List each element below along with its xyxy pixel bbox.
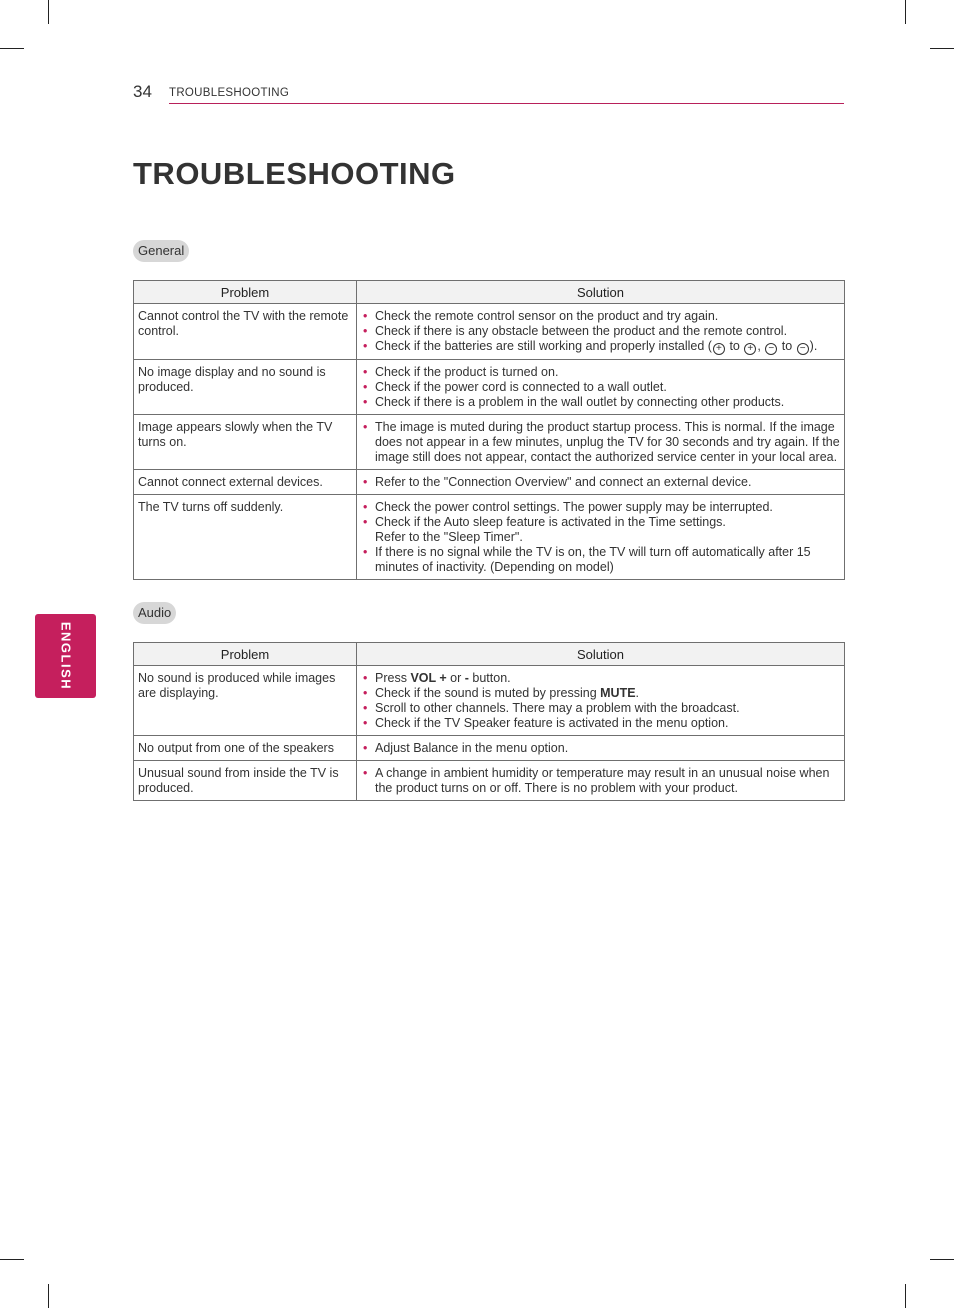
column-header-solution: Solution [357, 643, 845, 666]
solution-list [357, 766, 841, 796]
table-row [134, 666, 845, 736]
table-row [134, 761, 845, 801]
solution-item-mute [357, 686, 841, 701]
header-rule [169, 103, 844, 104]
solution-list [357, 741, 841, 756]
solution-list [357, 420, 841, 465]
crop-mark [905, 1284, 906, 1308]
solution-item-volume [357, 671, 841, 686]
column-header-problem: Problem [134, 643, 357, 666]
crop-mark [930, 48, 954, 49]
problem-cell: Image appears slowly when the TV turns on. [134, 415, 357, 470]
solution-item: • Check if the TV Speaker feature is activated in the menu option. [357, 716, 841, 731]
language-tab-label: ENGLISH [58, 621, 74, 691]
solution-cell [357, 736, 845, 761]
to-text: to [778, 339, 796, 353]
section-label-audio: Audio [133, 602, 176, 624]
solution-list [357, 309, 841, 355]
comma-text: , [757, 339, 765, 353]
general-table [133, 280, 845, 580]
crop-mark [48, 1284, 49, 1308]
solution-cell [357, 304, 845, 360]
or-text: or [446, 671, 465, 685]
language-tab [35, 614, 96, 698]
solution-item: • Check if there is any obstacle between the product and the remote control. [357, 324, 841, 339]
table-row [134, 470, 845, 495]
problem-cell: The TV turns off suddenly. [134, 495, 357, 580]
solution-item: • Check if there is a problem in the wall outlet by connecting other products. [357, 395, 841, 410]
problem-cell: Unusual sound from inside the TV is produced. [134, 761, 357, 801]
solution-list [357, 500, 841, 575]
solution-cell [357, 666, 845, 736]
crop-mark [905, 0, 906, 24]
solution-item [357, 515, 841, 545]
mute-check-text: Check if the sound is muted by pressing [375, 686, 601, 700]
solution-cell [357, 360, 845, 415]
page-title: TROUBLESHOOTING [133, 156, 456, 191]
plus-circle-icon: + [744, 343, 756, 355]
plus-circle-icon: + [713, 343, 725, 355]
to-text: to [725, 339, 744, 353]
solution-item: • Check if the product is turned on. [357, 365, 841, 380]
solution-cell [357, 415, 845, 470]
table-header-row [134, 281, 845, 304]
problem-cell: Cannot control the TV with the remote control. [134, 304, 357, 360]
solution-item: • Check the remote control sensor on the product and try again. [357, 309, 841, 324]
crop-mark [0, 1259, 24, 1260]
solution-list [357, 365, 841, 410]
solution-item: • A change in ambient humidity or temperature may result in an unusual noise when the product turns on or off. There is no problem with your product. [357, 766, 841, 796]
problem-cell: No image display and no sound is produced. [134, 360, 357, 415]
solution-list [357, 671, 841, 731]
solution-item: • Check if the power cord is connected to a wall outlet. [357, 380, 841, 395]
crop-mark [48, 0, 49, 24]
page-header [133, 82, 844, 104]
period-text: . [635, 686, 640, 700]
table-row [134, 304, 845, 360]
solution-text: Refer to the "Sleep Timer". [375, 530, 523, 544]
solution-item-batteries [357, 339, 841, 355]
page-number: 34 [133, 82, 152, 101]
table-row [134, 360, 845, 415]
solution-item: • Refer to the "Connection Overview" and connect an external device. [357, 475, 841, 490]
table-header-row [134, 643, 845, 666]
solution-item: • Scroll to other channels. There may a problem with the broadcast. [357, 701, 841, 716]
suffix-text: ). [809, 339, 818, 353]
crop-mark [930, 1259, 954, 1260]
solution-item: • If there is no signal while the TV is on, the TV will turn off automatically after 15 minutes of inactivity. (Depending on model) [357, 545, 841, 575]
solution-item: • Check the power control settings. The power supply may be interrupted. [357, 500, 841, 515]
solution-cell [357, 470, 845, 495]
mute-key: MUTE [600, 686, 636, 700]
column-header-problem: Problem [134, 281, 357, 304]
solution-item: • Adjust Balance in the menu option. [357, 741, 841, 756]
header-section-title: TROUBLESHOOTING [169, 87, 290, 99]
minus-circle-icon: − [765, 343, 777, 355]
crop-mark [0, 48, 24, 49]
column-header-solution: Solution [357, 281, 845, 304]
table-row [134, 415, 845, 470]
solution-cell [357, 761, 845, 801]
button-text: button. [468, 671, 511, 685]
minus-key: - [464, 671, 469, 685]
table-row [134, 495, 845, 580]
solution-cell [357, 495, 845, 580]
press-text: Press [375, 671, 411, 685]
minus-circle-icon: − [797, 343, 809, 355]
table-row [134, 736, 845, 761]
section-label-general: General [133, 240, 189, 262]
solution-item: • The image is muted during the product startup process. This is normal. If the image does not appear in a few minutes, unplug the TV for 30 seconds and try again. If the image still does not appear, contact the authorized service center in your local area. [357, 420, 841, 465]
vol-plus-key: VOL + [410, 671, 447, 685]
battery-text: Check if the batteries are still working and properly installed ( [375, 339, 712, 353]
audio-table [133, 642, 845, 801]
solution-list [357, 475, 841, 490]
problem-cell: No sound is produced while images are displaying. [134, 666, 357, 736]
problem-cell: Cannot connect external devices. [134, 470, 357, 495]
problem-cell: No output from one of the speakers [134, 736, 357, 761]
solution-text: Check if the Auto sleep feature is activated in the Time settings. [375, 515, 726, 529]
